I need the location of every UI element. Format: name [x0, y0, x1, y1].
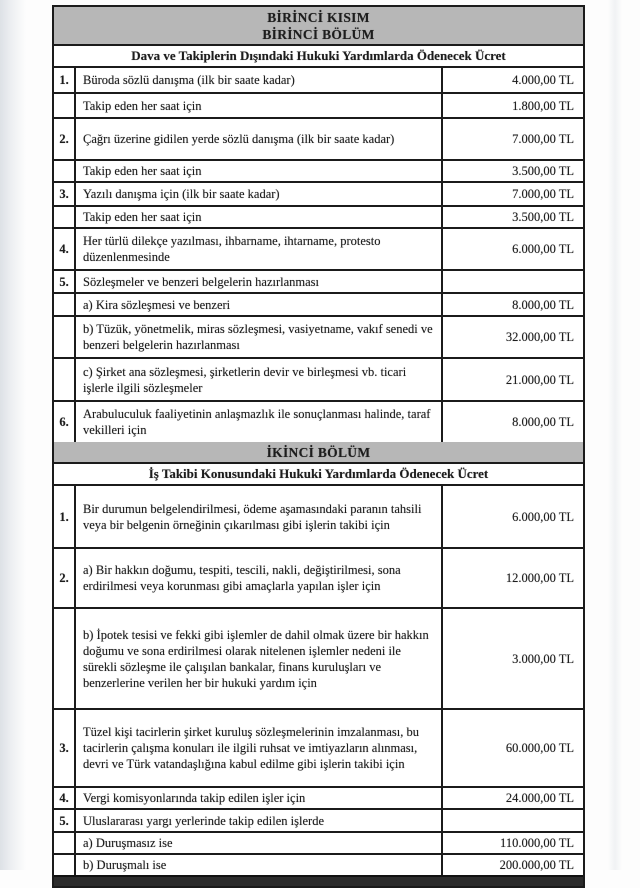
row-fee-value: 3.000,00 TL — [512, 651, 574, 666]
row-number: 5. — [54, 271, 76, 292]
row-number: 4. — [54, 229, 76, 269]
row-description: a) Kira sözleşmesi ve benzeri — [76, 294, 443, 315]
table-row — [54, 68, 583, 94]
row-number — [54, 855, 76, 875]
scan-page-edge-right — [608, 0, 622, 870]
row-description: b) Tüzük, yönetmelik, miras sözleşmesi, vasiyetname, vakıf senedi ve benzeri belgelerin hazırlanması — [76, 317, 443, 357]
table-row — [54, 788, 583, 810]
row-description: Bir durumun belgelendirilmesi, ödeme aşamasındaki paranın tahsili veya bir belgenin örneğinin çıkarılması gibi işlerin takibi için — [76, 486, 443, 547]
fee-table — [52, 5, 585, 888]
scan-page-edge-left — [0, 0, 26, 870]
section-header-line: BİRİNCİ KISIM — [267, 10, 370, 25]
row-description: Takip eden her saat için — [76, 94, 443, 117]
row-fee-value: 60.000,00 TL — [505, 741, 574, 755]
table-row — [54, 271, 583, 294]
row-fee-value: 110.000,00 TL — [500, 836, 574, 850]
next-section-header-partial — [54, 875, 583, 886]
row-description: a) Bir hakkın doğumu, tespiti, tescili, nakli, değiştirilmesi, sona erdirilmesi veya korunması gibi amaçlarla yapılan işler için — [76, 549, 443, 607]
table-row — [54, 486, 583, 549]
section-rows — [54, 486, 583, 875]
row-fee-value: 3.500,00 TL — [512, 210, 574, 224]
row-description: Yazılı danışma için (ilk bir saate kadar) — [76, 183, 443, 205]
table-row — [54, 833, 583, 855]
fee-section — [54, 442, 583, 875]
table-row — [54, 710, 583, 788]
row-fee-value: 3.500,00 TL — [512, 164, 574, 178]
section-header — [54, 442, 583, 464]
row-number: 3. — [54, 183, 76, 205]
table-row — [54, 359, 583, 402]
row-description: b) Duruşmalı ise — [76, 855, 443, 875]
row-number: 5. — [54, 810, 76, 831]
row-number — [54, 94, 76, 117]
row-fee-value: 6.000,00 TL — [512, 509, 574, 524]
section-subheader: İş Takibi Konusundaki Hukuki Yardımlarda Ödenecek Ücret — [54, 464, 583, 486]
row-description: Tüzel kişi tacirlerin şirket kuruluş sözleşmelerinin imzalanması, bu tacirlerin çalışma konuları ile ilgili ruhsat ve imtiyazların alınması, devri ve Türk vatandaşlığına kabul edilme gibi işlerin takibi için — [76, 710, 443, 786]
section-header-line: BİRİNCİ BÖLÜM — [262, 27, 375, 42]
row-description: Her türlü dilekçe yazılması, ihbarname, ihtarname, protesto düzenlenmesinde — [76, 229, 443, 269]
row-description: b) İpotek tesisi ve fekki gibi işlemler de dahil olmak üzere bir hakkın doğumu ve sona erdirilmesi olarak nitelenen işlemler nedeni ile sürekli sözleşme ile çalışılan bankalar, finans kuruluşları ve benzerlerine verilen her bir hukuki yardım için — [76, 609, 443, 708]
table-row — [54, 294, 583, 317]
row-number — [54, 294, 76, 315]
section-rows — [54, 68, 583, 442]
section-subheader: Dava ve Takiplerin Dışındaki Hukuki Yardımlarda Ödenecek Ücret — [54, 46, 583, 68]
row-fee-value: 8.000,00 TL — [512, 297, 574, 312]
row-number: 2. — [54, 549, 76, 607]
row-number: 3. — [54, 710, 76, 786]
row-fee-value: 12.000,00 TL — [505, 571, 574, 585]
row-fee-value: 4.000,00 TL — [512, 73, 574, 87]
row-description: Büroda sözlü danışma (ilk bir saate kadar) — [76, 68, 443, 92]
table-row — [54, 810, 583, 833]
row-fee-value: 6.000,00 TL — [512, 242, 574, 256]
row-number — [54, 207, 76, 227]
row-number: 4. — [54, 788, 76, 808]
row-fee-value: 32.000,00 TL — [505, 330, 574, 344]
section-header-line: İKİNCİ BÖLÜM — [266, 445, 371, 460]
row-fee-value: 24.000,00 TL — [505, 791, 574, 805]
row-description: Takip eden her saat için — [76, 207, 443, 227]
row-fee-value: 200.000,00 TL — [499, 858, 574, 872]
row-fee-value — [443, 271, 583, 292]
row-description: Sözleşmeler ve benzeri belgelerin hazırlanması — [76, 271, 443, 292]
table-row — [54, 549, 583, 609]
row-number — [54, 833, 76, 853]
row-description: Vergi komisyonlarında takip edilen işler için — [76, 788, 443, 808]
row-fee-value: 8.000,00 TL — [512, 415, 574, 429]
table-row — [54, 855, 583, 875]
row-number: 1. — [54, 486, 76, 547]
row-description: a) Duruşmasız ise — [76, 833, 443, 853]
table-row — [54, 317, 583, 359]
row-description: c) Şirket ana sözleşmesi, şirketlerin devir ve birleşmesi vb. ticari işlerle ilgili sözleşmeler — [76, 359, 443, 400]
row-number — [54, 609, 76, 708]
row-number: 1. — [54, 68, 76, 92]
row-description: Uluslararası yargı yerlerinde takip edilen işlerde — [76, 810, 443, 831]
row-description: Takip eden her saat için — [76, 161, 443, 181]
table-row — [54, 609, 583, 710]
row-number: 2. — [54, 119, 76, 159]
row-description: Çağrı üzerine gidilen yerde sözlü danışma (ilk bir saate kadar) — [76, 119, 443, 159]
row-fee-value: 7.000,00 TL — [512, 132, 574, 146]
table-row — [54, 119, 583, 161]
row-fee-value: 21.000,00 TL — [505, 372, 574, 387]
row-number — [54, 359, 76, 400]
table-row — [54, 229, 583, 271]
row-number — [54, 161, 76, 181]
table-row — [54, 183, 583, 207]
row-fee-value — [443, 810, 583, 831]
table-row — [54, 207, 583, 229]
section-header — [54, 7, 583, 46]
table-row — [54, 161, 583, 183]
row-number — [54, 317, 76, 357]
table-row — [54, 94, 583, 119]
row-fee-value: 7.000,00 TL — [512, 187, 574, 201]
fee-section — [54, 7, 583, 442]
row-description: Arabuluculuk faaliyetinin anlaşmazlık ile sonuçlanması halinde, taraf vekilleri için — [76, 402, 443, 442]
row-number: 6. — [54, 402, 76, 442]
table-row — [54, 402, 583, 442]
row-fee-value: 1.800,00 TL — [512, 98, 574, 113]
